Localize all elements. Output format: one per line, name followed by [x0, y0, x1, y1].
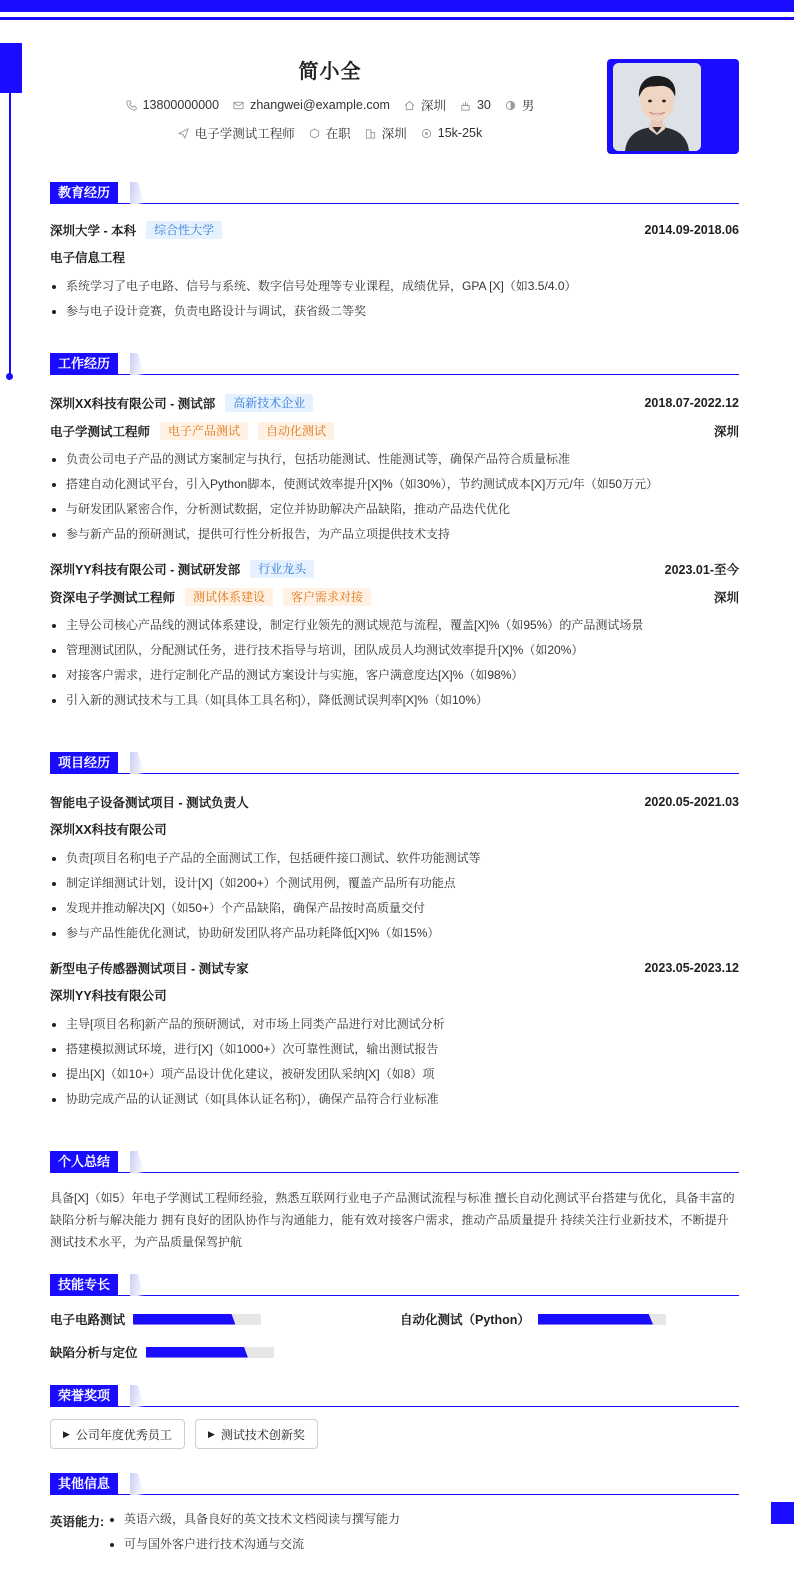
- summary-section: [50, 1151, 739, 1253]
- project-bullets: [50, 1012, 739, 1112]
- section-title: [50, 1151, 739, 1173]
- skill-bar: [538, 1314, 666, 1325]
- section-title: [50, 1385, 739, 1407]
- list-item: 参与新产品的预研测试，提供可行性分析报告，为产品立项提供技术支持: [50, 522, 739, 547]
- skill-bar: [133, 1314, 261, 1325]
- play-icon: ▶: [63, 1428, 70, 1439]
- status-item: [309, 124, 351, 142]
- email-text[interactable]: zhangwei@example.com: [250, 98, 390, 112]
- phone-text[interactable]: 13800000000: [142, 98, 220, 112]
- section-title-label: 项目经历: [50, 752, 118, 774]
- resume-header: [50, 58, 610, 144]
- major: 电子信息工程: [50, 251, 126, 265]
- skill-name: 缺陷分析与定位: [50, 1346, 138, 1360]
- job-row: [50, 122, 610, 144]
- avatar-illustration: [613, 63, 701, 151]
- award-chip: [195, 1419, 318, 1449]
- top-accent-bar: [0, 0, 794, 12]
- work-period: 2018.07-2022.12: [644, 396, 739, 410]
- list-item: 系统学习了电子电路、信号与系统、数字信号处理等专业课程，成绩优异，GPA [X]（如3.5/4.0）: [50, 274, 739, 299]
- education-period: 2014.09-2018.06: [644, 223, 739, 237]
- list-item: 负责[项目名称]电子产品的全面测试工作，包括硬件接口测试、软件功能测试等: [50, 846, 739, 871]
- avatar: [613, 63, 701, 151]
- candidate-name: 简小全: [298, 61, 362, 83]
- project-org: 深圳YY科技有限公司: [50, 989, 167, 1003]
- project-row: [50, 792, 739, 812]
- section-title-tail: [130, 1274, 144, 1296]
- skill-item: [50, 1310, 261, 1328]
- skill-item: [400, 1310, 666, 1328]
- section-title-label: 教育经历: [50, 182, 118, 204]
- project-name: 新型电子传感器测试项目 - 测试专家: [50, 962, 249, 976]
- gender-item: [505, 96, 535, 114]
- award-chip: [50, 1419, 185, 1449]
- education-row: [50, 220, 739, 240]
- project-bullets: [50, 846, 739, 946]
- work-role-row: [50, 587, 739, 607]
- section-title-tail: [130, 1151, 144, 1173]
- work-section: [50, 353, 739, 713]
- work-company-row: [50, 559, 739, 579]
- company-name: 深圳XX科技有限公司 - 测试部: [50, 397, 216, 411]
- city-text: 深圳: [420, 99, 446, 113]
- role-title: 电子学测试工程师: [50, 425, 151, 439]
- section-title-tail: [130, 1473, 144, 1495]
- skill-bar: [146, 1347, 274, 1358]
- education-bullets: [50, 274, 739, 324]
- target-city-text: 深圳: [381, 127, 407, 141]
- section-title-label: 工作经历: [50, 353, 118, 375]
- side-accent-block: [0, 43, 22, 93]
- status-text: 在职: [325, 127, 351, 141]
- education-section: [50, 182, 739, 324]
- awards-section: [50, 1385, 739, 1449]
- list-item: 协助完成产品的认证测试（如[具体认证名称]），确保产品符合行业标准: [50, 1087, 739, 1112]
- contact-row: [50, 94, 610, 116]
- role-tag: 客户需求对接: [283, 588, 371, 606]
- project-name: 智能电子设备测试项目 - 测试负责人: [50, 796, 249, 810]
- hexagon-icon: [309, 128, 320, 139]
- project-period: 2020.05-2021.03: [644, 795, 739, 809]
- role-tag: 电子产品测试: [160, 422, 248, 440]
- list-item: 参与产品性能优化测试，协助研发团队将产品功耗降低[X]%（如15%）: [50, 921, 739, 946]
- salary-item: [421, 126, 482, 140]
- list-item: 可与国外客户进行技术沟通与交流: [108, 1532, 400, 1557]
- job-title-text: 电子学测试工程师: [194, 127, 295, 141]
- other-section: [50, 1473, 739, 1557]
- side-accent-dot: [6, 373, 13, 380]
- skill-name: 电子电路测试: [50, 1313, 126, 1327]
- work-bullets: [50, 447, 739, 547]
- list-item: 搭建自动化测试平台，引入Python脚本，使测试效率提升[X]%（如30%），节约测试成本[X]万元/年（如50万元）: [50, 472, 739, 497]
- corner-accent-block: [771, 1502, 794, 1524]
- list-item: 引入新的测试技术与工具（如[具体工具名称]），降低测试误判率[X]%（如10%）: [50, 688, 739, 713]
- section-title: [50, 1473, 739, 1495]
- age-text: 30: [476, 98, 491, 112]
- awards-list: [50, 1419, 739, 1449]
- project-org: 深圳XX科技有限公司: [50, 823, 167, 837]
- list-item: 管理测试团队，分配测试任务，进行技术指导与培训，团队成员人均测试效率提升[X]%（如20%）: [50, 638, 739, 663]
- gender-text: 男: [521, 99, 535, 113]
- section-title-tail: [130, 1385, 144, 1407]
- company-tag: 行业龙头: [250, 560, 314, 578]
- award-label: 测试技术创新奖: [220, 1427, 305, 1442]
- school-tag: 综合性大学: [146, 221, 222, 239]
- other-bullets: [108, 1507, 400, 1557]
- work-location: 深圳: [713, 591, 739, 605]
- section-title-tail: [130, 353, 144, 375]
- list-item: 英语六级，具备良好的英文技术文档阅读与撰写能力: [108, 1507, 400, 1532]
- side-accent-line: [9, 93, 11, 376]
- coin-icon: [421, 128, 432, 139]
- photo-frame: [607, 59, 739, 154]
- role-tag: 测试体系建设: [185, 588, 273, 606]
- section-title: [50, 353, 739, 375]
- section-title-label: 技能专长: [50, 1274, 118, 1296]
- email-item: [233, 98, 390, 112]
- section-title-label: 个人总结: [50, 1151, 118, 1173]
- work-location: 深圳: [713, 425, 739, 439]
- list-item: 主导[项目名称]新产品的预研测试，对市场上同类产品进行对比测试分析: [50, 1012, 739, 1037]
- section-title-tail: [130, 182, 144, 204]
- skill-item: [50, 1343, 274, 1361]
- work-role-row: [50, 421, 739, 441]
- skill-bar-fill: [538, 1314, 653, 1325]
- skill-bar-fill: [146, 1347, 248, 1358]
- home-icon: [404, 100, 415, 111]
- section-title: [50, 752, 739, 774]
- section-title-label: 荣誉奖项: [50, 1385, 118, 1407]
- school-name: 深圳大学 - 本科: [50, 224, 137, 238]
- phone-item: [126, 98, 219, 112]
- job-title-item: [178, 124, 295, 142]
- skill-bar-fill: [133, 1314, 235, 1325]
- work-company-row: [50, 393, 739, 413]
- projects-section: [50, 752, 739, 1112]
- list-item: 参与电子设计竞赛，负责电路设计与调试，获省级二等奖: [50, 299, 739, 324]
- target-city-item: [365, 124, 407, 142]
- city-item: [404, 96, 446, 114]
- list-item: 负责公司电子产品的测试方案制定与执行，包括功能测试、性能测试等，确保产品符合质量标准: [50, 447, 739, 472]
- gender-icon: [505, 100, 516, 111]
- list-item: 发现并推动解决[X]（如50+）个产品缺陷，确保产品按时高质量交付: [50, 896, 739, 921]
- list-item: 提出[X]（如10+）项产品设计优化建议，被研发团队采纳[X]（如8）项: [50, 1062, 739, 1087]
- project-period: 2023.05-2023.12: [644, 961, 739, 975]
- skill-name: 自动化测试（Python）: [400, 1313, 530, 1327]
- skills-section: [50, 1274, 739, 1380]
- project-row: [50, 958, 739, 978]
- salary-text: 15k-25k: [437, 126, 483, 140]
- other-label: 英语能力:: [50, 1515, 105, 1529]
- top-accent-line: [0, 17, 794, 20]
- send-icon: [178, 128, 189, 139]
- work-period: 2023.01-至今: [664, 563, 739, 577]
- section-title-tail: [130, 752, 144, 774]
- company-tag: 高新技术企业: [225, 394, 313, 412]
- list-item: 与研发团队紧密合作，分析测试数据，定位并协助解决产品缺陷，推动产品迭代优化: [50, 497, 739, 522]
- cake-icon: [460, 100, 471, 111]
- section-title-label: 其他信息: [50, 1473, 118, 1495]
- role-tag: 自动化测试: [258, 422, 334, 440]
- section-title: [50, 182, 739, 204]
- list-item: 搭建模拟测试环境，进行[X]（如1000+）次可靠性测试，输出测试报告: [50, 1037, 739, 1062]
- section-title: [50, 1274, 739, 1296]
- company-name: 深圳YY科技有限公司 - 测试研发部: [50, 563, 241, 577]
- list-item: 制定详细测试计划，设计[X]（如200+）个测试用例，覆盖产品所有功能点: [50, 871, 739, 896]
- role-title: 资深电子学测试工程师: [50, 591, 176, 605]
- award-label: 公司年度优秀员工: [75, 1427, 172, 1442]
- mail-icon: [233, 100, 244, 111]
- other-info: [50, 1507, 739, 1557]
- age-item: [460, 98, 491, 112]
- list-item: 主导公司核心产品线的测试体系建设，制定行业领先的测试规范与流程，覆盖[X]%（如95%）的产品测试场景: [50, 613, 739, 638]
- summary-text: 具备[X]（如5）年电子学测试工程师经验，熟悉互联网行业电子产品测试流程与标准 擅长自动化测试平台搭建与优化，具备丰富的缺陷分析与解决能力 拥有良好的团队协作与沟通能力，能有效对接客户需求，推动产品质量提升 持续关注行业新技术，不断提升测试技术水平，为产品质量保驾护航: [50, 1191, 735, 1249]
- list-item: 对接客户需求，进行定制化产品的测试方案设计与实施，客户满意度达[X]%（如98%）: [50, 663, 739, 688]
- phone-icon: [126, 100, 137, 111]
- building-icon: [365, 128, 376, 139]
- work-bullets: [50, 613, 739, 713]
- skills-list: [50, 1310, 739, 1380]
- play-icon: ▶: [207, 1428, 215, 1439]
